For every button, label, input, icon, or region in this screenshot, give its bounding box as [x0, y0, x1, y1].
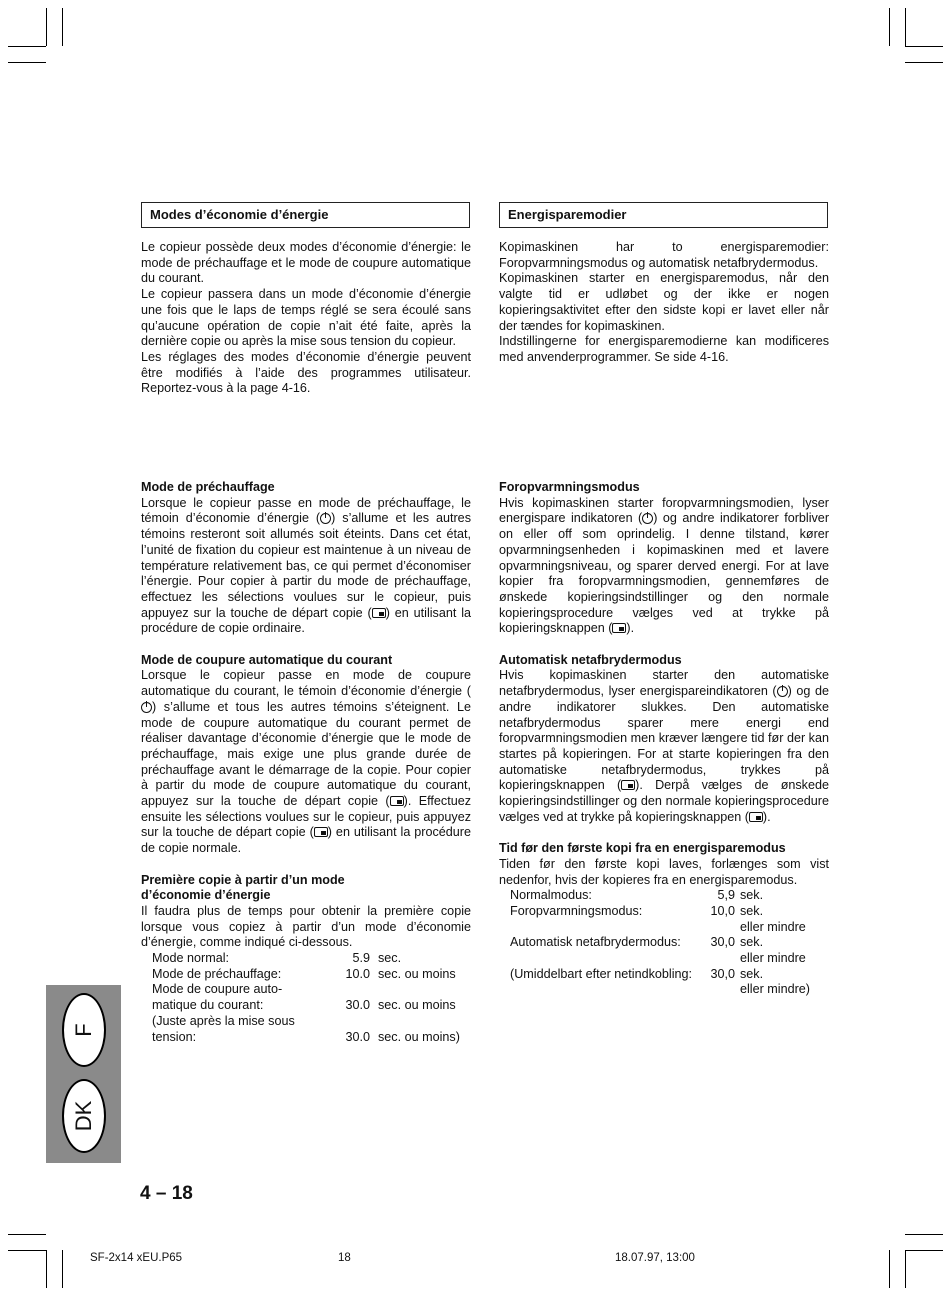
crop-mark	[62, 1250, 63, 1288]
table-row: Mode de coupure auto-	[152, 982, 283, 997]
table-row: matique du courant: 30.0 sec. ou moins	[152, 998, 456, 1013]
power-icon	[141, 702, 152, 713]
paragraph: Hvis kopimaskinen starter foropvarmningsmodien, lyser energispare indikatoren ( ) og andre indikatorer forbliver on eller off som oprindelig. I denne tilstand, kører opvarmningsenheden i kopimaskinen med et lavere opvarmningsniveau, og sparer derved energi. For at lave kopier fra foropvarmningsmodien, gennemføres de ønskede kopieringsindstillinger og den normale kopieringsprocedure vælges ved at trykke på kopieringsknappen ( ).	[499, 495, 830, 636]
table-row: Automatisk netafbrydermodus: 30,0 sek.	[510, 935, 764, 950]
paragraph: Le copieur passera dans un mode d’économie d’énergie une fois que le laps de temps réglé se sera écoulé sans qu’aucune opération de copie n’ait été faite, après la dernière copie ou après la mise sous tension du copieur.	[141, 287, 471, 349]
first-copy-time-table	[152, 951, 460, 1045]
crop-mark	[905, 62, 943, 63]
paragraph: Tiden før den første kopi laves, forlænges som vist nedenfor, hvis der kopieres fra en energisparemodus.	[499, 856, 829, 887]
paragraph: Le copieur possède deux modes d’économie d’énergie: le mode de préchauffage et le mode de coupure automatique du courant.	[141, 240, 471, 286]
paragraph: Les réglages des modes d’économie d’énergie peuvent être modifiés à l’aide des programmes utilisateur. Reportez-vous à la page 4-16.	[141, 349, 471, 396]
crop-mark	[8, 1250, 46, 1251]
power-icon	[320, 513, 331, 524]
left-heading: Modes d’économie d’énergie	[141, 202, 470, 228]
crop-mark	[905, 1234, 943, 1235]
language-tab	[46, 985, 121, 1163]
section-title: Mode de préchauffage	[141, 480, 275, 494]
footer-file: SF-2x14 xEU.P65	[90, 1252, 183, 1264]
crop-mark	[905, 46, 943, 47]
crop-mark	[8, 46, 46, 47]
crop-mark	[889, 1250, 890, 1288]
copy-start-icon	[749, 812, 763, 822]
copy-start-icon	[621, 780, 635, 790]
right-preheat-section	[499, 480, 829, 998]
crop-mark	[905, 8, 906, 46]
right-intro	[499, 240, 829, 366]
paragraph: Kopimaskinen starter en energisparemodus, når den valgte tid er udløbet og der ikke er nogen kopieringsaktivitet efter den sidste kopi er lavet eller når der tændes for kopimaskinen.	[499, 271, 829, 333]
power-icon	[777, 686, 788, 697]
right-heading: Energisparemodier	[499, 202, 828, 228]
paragraph: Indstillingerne for energisparemodierne kan modificeres med anvenderprogrammer. Se side 4-16.	[499, 334, 829, 364]
paragraph: Il faudra plus de temps pour obtenir la première copie lorsque vous copiez à partir d’un mode d’économie d’énergie, comme indiqué ci-dessous.	[141, 903, 471, 950]
section-title: Foropvarmningsmodus	[499, 480, 640, 494]
power-icon	[642, 513, 653, 524]
copy-start-icon	[612, 623, 626, 633]
section-title: d’économie d’énergie	[141, 888, 271, 903]
table-row: (Umiddelbart efter netindkobling: 30,0 sek.	[510, 966, 764, 981]
paragraph: Lorsque le copieur passe en mode de préchauffage, le témoin d’économie d’énergie ( ) s’allume et les autres témoins resteront soit allumés soit éteints. Dans cet état, l’unité de fixation du copieur est maintenue à un niveau de température relativement bas, ce qui permet d’économiser l’énergie. Pour copier à partir du mode de préchauffage, effectuez les sélections voulues sur le copieur, puis appuyez sur la touche de départ copie ( ) en utilisant la procédure de copie ordinaire.	[141, 495, 472, 636]
paragraph: Kopimaskinen har to energisparemodier: Foropvarmningsmodus og automatisk netafbrydermodus.	[499, 240, 829, 270]
first-copy-time-table	[510, 888, 810, 998]
paragraph: Lorsque le copieur passe en mode de coupure automatique du courant, le témoin d’économie d’énergie () s’allume et tous les autres témoins s’éteignent. Le mode de coupure automatique du courant permet de réaliser davantage d’économie d’énergie que le mode de préchauffage, mais exige une plus grande durée de préchauffage avant le démarrage de la copie. Pour copier à partir du mode de coupure automatique du courant, appuyez sur la touche de départ copie ( ). Effectuez ensuite les sélections voulues sur le copieur, puis appuyez sur la touche de départ copie ( ) en utilisant la procédure de copie normale.	[141, 668, 472, 856]
section-title: Mode de coupure automatique du courant	[141, 652, 393, 667]
table-row: Mode normal: 5.9 sec.	[152, 951, 402, 966]
left-intro	[141, 240, 471, 397]
table-row: Foropvarmningsmodus: 10,0 sek.	[510, 903, 764, 918]
left-preheat-section	[141, 480, 471, 1045]
copy-start-icon	[314, 827, 328, 837]
table-row: tension: 30.0 sec. ou moins)	[152, 1029, 460, 1044]
table-row: Mode de préchauffage: 10.0 sec. ou moins	[152, 966, 456, 981]
table-row: eller mindre	[740, 919, 806, 934]
table-row: eller mindre	[740, 951, 806, 966]
language-badge-f: F	[62, 993, 106, 1067]
table-row: Normalmodus: 5,9 sek.	[510, 888, 764, 903]
crop-mark	[46, 1250, 47, 1288]
crop-mark	[8, 1234, 46, 1235]
section-title: Tid før den første kopi fra en energisparemodus	[499, 841, 786, 856]
crop-mark	[905, 1250, 906, 1288]
copy-start-icon	[372, 608, 386, 618]
footer-date: 18.07.97, 13:00	[615, 1252, 695, 1264]
table-row: (Juste après la mise sous	[152, 1013, 295, 1028]
crop-mark	[62, 8, 63, 46]
crop-mark	[889, 8, 890, 46]
paragraph: Hvis kopimaskinen starter den automatiske netafbrydermodus, lyser energispareindikatoren ( ) og de andre indikatorer slukkes. Den automatiske netafbrydermodus sparer mere energi end foropvarmningsmodien men kræver længere tid før der kan startes på kopieringen. For at starte kopieringen fra den automatiske netafbrydermodus, trykkes på kopieringsknappen ( ). Derpå vælges de ønskede kopieringsindstillinger og den normale kopieringsprocedure vælges ved at trykke på kopieringsknappen ( ).	[499, 668, 829, 824]
crop-mark	[46, 8, 47, 46]
section-title: Première copie à partir d’un mode	[141, 872, 345, 887]
table-row: eller mindre)	[740, 982, 810, 997]
footer-page: 18	[338, 1252, 351, 1264]
section-title: Automatisk netafbrydermodus	[499, 652, 682, 667]
language-badge-dk: DK	[62, 1079, 106, 1153]
crop-mark	[905, 1250, 943, 1251]
page-number: 4 – 18	[140, 1183, 193, 1204]
crop-mark	[8, 62, 46, 63]
copy-start-icon	[390, 796, 404, 806]
